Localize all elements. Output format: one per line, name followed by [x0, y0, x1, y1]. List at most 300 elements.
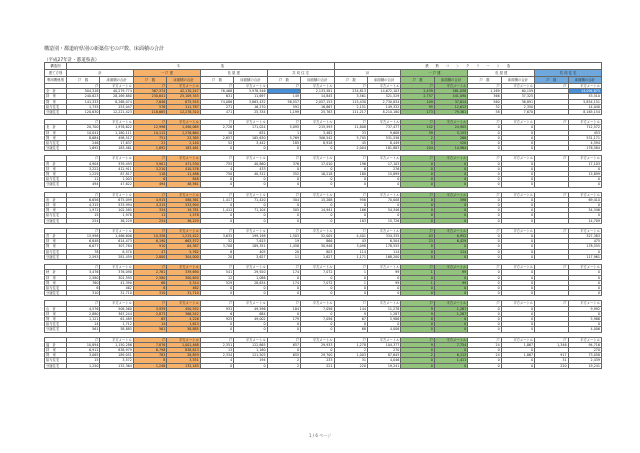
unit-m2: 平方メートル — [301, 228, 334, 233]
table-cell: 917 — [535, 353, 568, 358]
table-cell: 0 — [568, 203, 601, 208]
table-cell: 7,876 — [133, 342, 166, 347]
table-cell: 0 — [501, 130, 534, 135]
unit-m2: 平方メートル — [434, 301, 467, 306]
table-cell: 0 — [334, 275, 367, 280]
table-cell: 14,964 — [434, 146, 467, 151]
table-cell: 0 — [468, 125, 501, 130]
table-cell: 0 — [568, 311, 601, 316]
table-cell: 5,769 — [267, 135, 300, 140]
table-cell: 1,250 — [67, 363, 100, 368]
row-label: 持 家 — [45, 311, 67, 316]
table-cell: 0 — [501, 285, 534, 290]
table-cell: 1,417 — [200, 197, 233, 202]
table-cell: 114 — [334, 249, 367, 254]
table-cell: 5,762 — [167, 249, 200, 254]
table-cell: 4,315 — [133, 203, 166, 208]
header-wood-apartment: 共 同 住 宅 — [267, 70, 334, 77]
table-cell: 11,486 — [167, 172, 200, 177]
unit-m2: 平方メートル — [568, 337, 601, 342]
row-label: 宮 計 — [45, 234, 67, 239]
unit-hu: 戸 — [334, 228, 367, 233]
table-cell: 0 — [301, 203, 334, 208]
table-cell: 3,901 — [133, 161, 166, 166]
table-cell: 560 — [468, 99, 501, 104]
unit-hu: 戸 — [401, 156, 434, 161]
unit-hu: 戸 — [200, 228, 233, 233]
table-cell: 5,986 — [367, 316, 400, 321]
table-cell: 2 — [267, 363, 300, 368]
row-label: 分譲住宅 — [45, 327, 67, 332]
unit-m2: 平方メートル — [434, 228, 467, 233]
table-cell: 24 — [468, 353, 501, 358]
table-cell: 3,210 — [133, 166, 166, 171]
table-cell: 48,561 — [167, 182, 200, 187]
row-label: 岩 計 — [45, 197, 67, 202]
table-cell: 104,377 — [367, 342, 400, 347]
unit-m2: 平方メートル — [167, 265, 200, 270]
table-cell: 2,004 — [334, 146, 367, 151]
unit-hu: 戸 — [401, 265, 434, 270]
table-cell: 675,555 — [167, 99, 200, 104]
table-cell: 0 — [468, 270, 501, 275]
unit-hu: 戸 — [535, 156, 568, 161]
table-cell: 10,041 — [67, 130, 100, 135]
table-cell: 1,229 — [67, 172, 100, 177]
table-cell: 11 — [133, 213, 166, 218]
table-cell: 2 — [401, 353, 434, 358]
table-cell: 0 — [267, 213, 300, 218]
table-cell: 0 — [334, 213, 367, 218]
unit-m2: 平方メートル — [434, 337, 467, 342]
unit-hu: 戸 — [267, 120, 300, 125]
unit-hu: 戸 — [267, 156, 300, 161]
table-cell: 17,103 — [367, 161, 400, 166]
table-cell: 141,333 — [67, 99, 100, 104]
table-cell: 2,057,153 — [301, 99, 334, 104]
table-cell: 178,555 — [568, 244, 601, 249]
unit-hu: 戸 — [133, 192, 166, 197]
table-cell: 19 — [267, 239, 300, 244]
table-cell: 1,627 — [301, 254, 334, 259]
unit-m2: 平方メートル — [301, 192, 334, 197]
table-cell: 0 — [200, 146, 233, 151]
unit-m2: 平方メートル — [100, 192, 133, 197]
table-cell: 504,318 — [67, 89, 100, 94]
table-cell: 0 — [468, 280, 501, 285]
table-cell: 2,800 — [133, 254, 166, 259]
table-cell: 0 — [468, 197, 501, 202]
table-cell: 0 — [434, 291, 467, 296]
table-cell: 2,593 — [67, 254, 100, 259]
table-cell: 270 — [367, 347, 400, 352]
unit-hu: 戸 — [133, 301, 166, 306]
table-cell: 174 — [267, 270, 300, 275]
row-label: 全 計 — [45, 89, 67, 94]
table-cell: 6,912 — [67, 347, 100, 352]
table-cell: 56,557 — [267, 99, 300, 104]
table-cell: 0 — [200, 213, 233, 218]
unit-m2: 平方メートル — [100, 228, 133, 233]
header-units: 戸 数 — [468, 77, 501, 84]
unit-hu: 戸 — [200, 265, 233, 270]
table-cell: 0 — [334, 203, 367, 208]
table-cell: 122,865 — [234, 342, 267, 347]
row-label: 持 家 — [45, 94, 67, 99]
table-cell: 334 — [133, 208, 166, 213]
table-cell: 631 — [234, 130, 267, 135]
header-rc-rowhouse: 長 屋 建 — [468, 70, 535, 77]
table-cell: 1,578 — [167, 213, 200, 218]
table-cell: 47 — [133, 249, 166, 254]
unit-hu: 戸 — [334, 192, 367, 197]
table-cell: 144 — [334, 306, 367, 311]
table-cell: 185 — [267, 141, 300, 146]
row-label: 給与住宅 — [45, 285, 67, 290]
table-cell: 2,757 — [401, 94, 434, 99]
unit-m2: 平方メートル — [167, 84, 200, 89]
table-cell: 14,094,875 — [568, 89, 601, 94]
table-cell: 471 — [200, 110, 233, 115]
table-cell: 25,763 — [301, 110, 334, 115]
table-cell: 494 — [67, 182, 100, 187]
table-cell: 11 — [67, 177, 100, 182]
unit-hu: 戸 — [200, 337, 233, 342]
unit-m2: 平方メートル — [501, 265, 534, 270]
unit-m2: 平方メートル — [100, 301, 133, 306]
table-cell: 4,006 — [568, 327, 601, 332]
table-cell: 838,979 — [100, 347, 133, 352]
table-cell: 848 — [167, 177, 200, 182]
table-cell: 37,614 — [434, 99, 467, 104]
table-cell: 53,510 — [568, 94, 601, 99]
table-cell: 132,364 — [100, 363, 133, 368]
table-cell: 54,346 — [568, 208, 601, 213]
table-cell: 0 — [401, 285, 434, 290]
table-cell: 866 — [301, 239, 334, 244]
unit-hu: 戸 — [267, 228, 300, 233]
table-cell: 0 — [367, 203, 400, 208]
table-cell: 117,961 — [568, 254, 601, 259]
table-cell: 74,086 — [200, 99, 233, 104]
table-cell: 40,860 — [234, 161, 267, 166]
unit-m2: 平方メートル — [501, 228, 534, 233]
table-cell: 0 — [468, 347, 501, 352]
table-cell: 5,854,151 — [568, 99, 601, 104]
table-cell: 327,383 — [568, 234, 601, 239]
table-cell: 15,288 — [301, 197, 334, 202]
table-cell: 9 — [334, 311, 367, 316]
table-cell: 750 — [200, 172, 233, 177]
table-cell: 307,784 — [100, 244, 133, 249]
table-cell: 0 — [501, 254, 534, 259]
table-cell: 0 — [200, 363, 233, 368]
table-cell: 230,641 — [133, 94, 166, 99]
table-cell: 95 — [401, 104, 434, 109]
table-cell: 0 — [468, 161, 501, 166]
table-cell: 300,650 — [167, 275, 200, 280]
table-cell: 0 — [501, 275, 534, 280]
unit-row — [45, 228, 602, 233]
table-cell: 1,248 — [133, 363, 166, 368]
table-cell: 179 — [267, 316, 300, 321]
table-cell: 0 — [434, 327, 467, 332]
header-area: 床面積の合計 — [167, 77, 200, 84]
table-cell: 28,169,880 — [100, 94, 133, 99]
table-cell: 410,576 — [167, 166, 200, 171]
table-cell: 0 — [401, 249, 434, 254]
table-cell: 0 — [501, 172, 534, 177]
table-cell: 0 — [501, 291, 534, 296]
table-cell: 52 — [200, 141, 233, 146]
table-cell: 1,169 — [468, 89, 501, 94]
table-cell: 246 — [67, 141, 100, 146]
table-cell: 25,109,345 — [167, 94, 200, 99]
table-cell: 450,552 — [167, 306, 200, 311]
unit-m2: 平方メートル — [167, 228, 200, 233]
table-cell: 4,006 — [367, 327, 400, 332]
header-units: 戸 数 — [401, 77, 434, 84]
header-area: 床面積の合計 — [301, 77, 334, 84]
table-cell: 0 — [301, 218, 334, 223]
table-cell: 0 — [468, 146, 501, 151]
table-cell: 0 — [301, 311, 334, 316]
table-cell: 15 — [67, 358, 100, 363]
table-cell: 166 — [334, 208, 367, 213]
table-cell: 4,401 — [334, 234, 367, 239]
table-cell: 598 — [434, 197, 467, 202]
header-units: 戸 数 — [334, 77, 367, 84]
table-cell: 588,361 — [167, 197, 200, 202]
unit-hu: 戸 — [267, 265, 300, 270]
table-cell: 1,199 — [267, 110, 300, 115]
table-cell: 3,561 — [334, 94, 367, 99]
page-title: 構造別・都道府県別の新築住宅の戸数、床面積の合計 — [44, 46, 165, 52]
table-cell: 165,630 — [234, 135, 267, 140]
table-cell: 20 — [267, 249, 300, 254]
table-cell: 533,994 — [100, 203, 133, 208]
unit-hu: 戸 — [535, 192, 568, 197]
table-cell: 66 — [133, 280, 166, 285]
row-label: 給与住宅 — [45, 358, 67, 363]
header-structure-label: 構造別 — [45, 63, 67, 70]
table-cell: 783 — [133, 353, 166, 358]
unit-m2: 平方メートル — [367, 120, 400, 125]
table-cell: 29,920 — [234, 270, 267, 275]
table-cell: 11,697 — [234, 94, 267, 99]
table-cell: 8,268,074 — [100, 99, 133, 104]
table-cell: 0 — [501, 218, 534, 223]
table-cell: 0 — [468, 213, 501, 218]
table-cell: 581,038 — [434, 89, 467, 94]
table-cell: 120,630 — [67, 110, 100, 115]
table-cell: 838,813 — [167, 347, 200, 352]
table-cell: 366 — [468, 94, 501, 99]
table-cell: 0 — [501, 249, 534, 254]
unit-m2: 平方メートル — [234, 192, 267, 197]
table-cell: 0 — [234, 182, 267, 187]
table-cell: 591 — [267, 104, 300, 109]
table-cell: 8 — [133, 358, 166, 363]
table-cell: 0 — [468, 291, 501, 296]
table-cell: 6,798 — [133, 347, 166, 352]
table-cell: 1,503 — [267, 234, 300, 239]
table-cell: 301,595 — [100, 275, 133, 280]
table-cell: 0 — [501, 177, 534, 182]
table-cell: 531,171 — [568, 135, 601, 140]
table-cell: 0 — [234, 363, 267, 368]
table-cell: 52 — [200, 239, 233, 244]
table-cell: 58,885 — [100, 327, 133, 332]
row-label: 給与住宅 — [45, 141, 67, 146]
table-cell: 118,665 — [133, 110, 166, 115]
table-cell: 15 — [67, 213, 100, 218]
table-cell: 475 — [568, 239, 601, 244]
table-cell: 453 — [568, 130, 601, 135]
table-cell: 1,692 — [67, 146, 100, 151]
table-cell: 0 — [434, 177, 467, 182]
table-cell: 304 — [267, 197, 300, 202]
table-cell: 0 — [200, 203, 233, 208]
unit-m2: 平方メートル — [501, 84, 534, 89]
table-cell: 240,623 — [67, 94, 100, 99]
table-cell: 104 — [401, 146, 434, 151]
table-cell: 234,813 — [334, 89, 367, 94]
table-cell: 0 — [401, 244, 434, 249]
table-cell: 0 — [501, 322, 534, 327]
unit-m2: 平方メートル — [434, 192, 467, 197]
table-cell: 16,867 — [301, 104, 334, 109]
table-cell: 0 — [501, 182, 534, 187]
table-cell: 0 — [468, 306, 501, 311]
table-cell: 17,010 — [301, 161, 334, 166]
table-cell: 6,190 — [133, 239, 166, 244]
table-cell: 803 — [301, 249, 334, 254]
unit-m2: 平方メートル — [100, 337, 133, 342]
table-cell: 69,410 — [568, 197, 601, 202]
table-cell: 254 — [133, 218, 166, 223]
row-label: 貸 家 — [45, 172, 67, 177]
table-cell: 8,918 — [301, 141, 334, 146]
table-cell: 0 — [568, 182, 601, 187]
table-cell: 0 — [367, 285, 400, 290]
unit-hu: 戸 — [267, 301, 300, 306]
table-cell: 111,787 — [167, 104, 200, 109]
table-cell: 0 — [568, 213, 601, 218]
unit-hu: 戸 — [200, 301, 233, 306]
unit-m2: 平方メートル — [301, 84, 334, 89]
table-cell: 20,700 — [67, 125, 100, 130]
header-units: 戸 数 — [67, 77, 100, 84]
table-cell: 0 — [367, 182, 400, 187]
table-cell: 4,226 — [167, 316, 200, 321]
row-label: 貸 家 — [45, 135, 67, 140]
table-cell: 0 — [267, 166, 300, 171]
table-cell: 376 — [267, 161, 300, 166]
unit-hu: 戸 — [133, 337, 166, 342]
table-cell: 498,517 — [100, 135, 133, 140]
table-cell: 0 — [267, 182, 300, 187]
table-cell: 54,346 — [367, 208, 400, 213]
unit-m2: 平方メートル — [234, 228, 267, 233]
table-cell: 0 — [301, 177, 334, 182]
table-cell: 0 — [200, 218, 233, 223]
row-label: 分譲住宅 — [45, 363, 67, 368]
table-cell: 0 — [468, 172, 501, 177]
table-cell: 15,996 — [67, 234, 100, 239]
table-cell: 4 — [200, 166, 233, 171]
table-cell: 305 — [267, 208, 300, 213]
table-cell: 352 — [267, 172, 300, 177]
unit-row — [45, 192, 602, 197]
table-cell: 11,278 — [367, 306, 400, 311]
table-cell: 0 — [434, 275, 467, 280]
table-cell: 1,180,111 — [100, 130, 133, 135]
table-cell: 15,899 — [568, 172, 601, 177]
row-label: 給与住宅 — [45, 249, 67, 254]
table-cell: 94,716 — [568, 342, 601, 347]
table-cell: 2 — [334, 347, 367, 352]
table-cell: 0 — [267, 311, 300, 316]
row-label: 持 家 — [45, 166, 67, 171]
table-cell: 2,439 — [568, 358, 601, 363]
unit-m2: 平方メートル — [301, 156, 334, 161]
table-cell: 2,351 — [200, 342, 233, 347]
table-cell: 4,915 — [133, 197, 166, 202]
table-cell: 0 — [468, 285, 501, 290]
table-cell: 0 — [267, 322, 300, 327]
table-cell: 0 — [501, 234, 534, 239]
unit-m2: 平方メートル — [301, 120, 334, 125]
table-cell: 3,551 — [167, 358, 200, 363]
table-cell: 9 — [401, 306, 434, 311]
unit-m2: 平方メートル — [434, 84, 467, 89]
unit-m2: 平方メートル — [367, 265, 400, 270]
table-cell: 23,365 — [167, 135, 200, 140]
row-label: 分譲住宅 — [45, 110, 67, 115]
table-cell: 2,761 — [133, 270, 166, 275]
table-cell: 36,229 — [100, 218, 133, 223]
table-cell: 541 — [200, 270, 233, 275]
table-cell: 561 — [133, 327, 166, 332]
table-cell: 45 — [334, 141, 367, 146]
unit-m2: 平方メートル — [501, 301, 534, 306]
row-label: 福 計 — [45, 342, 67, 347]
table-cell: 0 — [434, 285, 467, 290]
table-cell: 19,241 — [367, 363, 400, 368]
table-cell: 334,335 — [367, 234, 400, 239]
table-cell: 111,217 — [334, 110, 367, 115]
table-cell: 2,140 — [167, 141, 200, 146]
unit-hu: 戸 — [133, 228, 166, 233]
table-cell: 194 — [234, 358, 267, 363]
table-body — [45, 84, 602, 373]
unit-hu: 戸 — [535, 337, 568, 342]
header-type-label: 建て方別 — [45, 70, 67, 77]
table-cell: 8,570 — [100, 249, 133, 254]
table-cell: 4,576 — [67, 306, 100, 311]
table-cell: 28,634 — [234, 280, 267, 285]
table-cell: 20 — [200, 254, 233, 259]
header-wood-detached: 一 戸 建 — [133, 70, 200, 77]
table-cell: 71,420 — [234, 197, 267, 202]
table-cell: 0 — [568, 285, 601, 290]
table-cell: 23 — [401, 239, 434, 244]
table-cell: 3,442 — [234, 141, 267, 146]
table-cell: 684 — [234, 311, 267, 316]
table-cell: 6 — [133, 285, 166, 290]
table-cell: 0 — [267, 275, 300, 280]
